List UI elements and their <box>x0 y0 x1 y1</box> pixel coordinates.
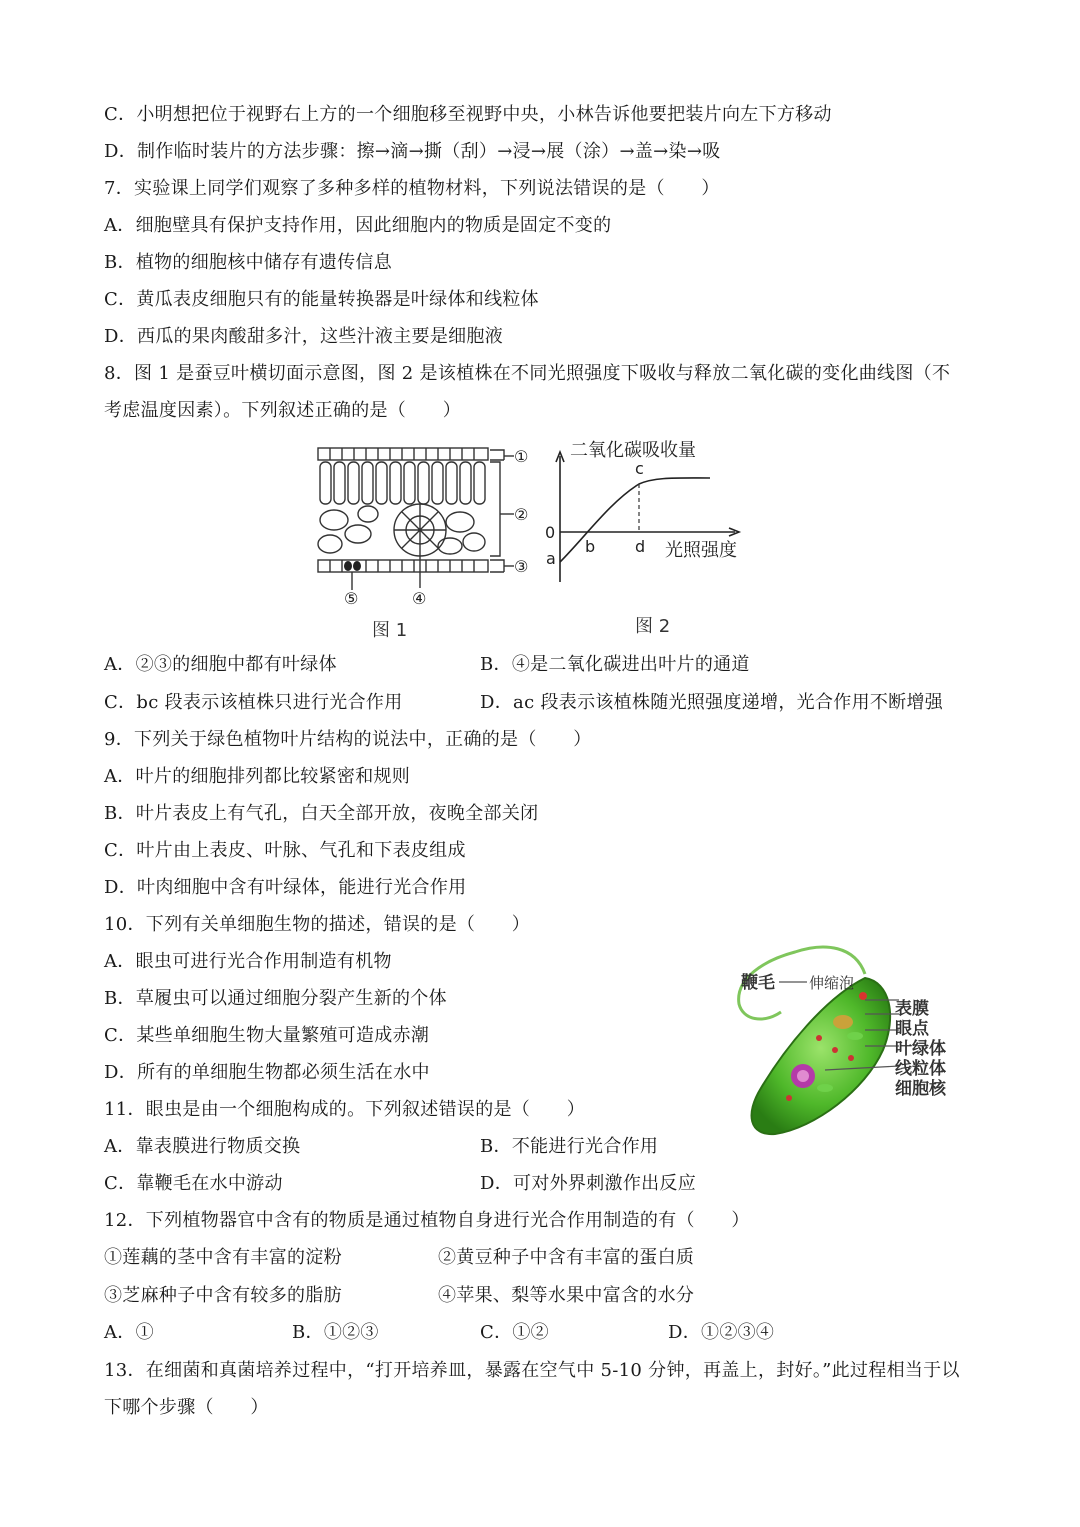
fig1-label-2: ② <box>514 505 529 524</box>
q12-option-a: A．① <box>104 1322 154 1343</box>
q9-stem: 9．下列关于绿色植物叶片结构的说法中，正确的是（ ） <box>104 729 592 750</box>
q12-option-d: D．①②③④ <box>668 1322 775 1343</box>
q9-option-a: A．叶片的细胞排列都比较紧密和规则 <box>104 766 411 787</box>
q7-option-c: C．黄瓜表皮细胞只有的能量转换器是叶绿体和线粒体 <box>104 289 539 310</box>
fig2-xlabel: 光照强度 <box>665 540 737 561</box>
q9-option-b: B．叶片表皮上有气孔，白天全部开放，夜晚全部关闭 <box>104 803 539 824</box>
q12-stem: 12．下列植物器官中含有的物质是通过植物自身进行光合作用制造的有（ ） <box>104 1210 750 1231</box>
euglena-label-chloroplast: 叶绿体 <box>895 1039 946 1059</box>
q10-option-b: B．草履虫可以通过细胞分裂产生新的个体 <box>104 988 447 1009</box>
q7-option-d: D．西瓜的果肉酸甜多汁，这些汁液主要是细胞液 <box>104 326 504 347</box>
q11-option-b: B．不能进行光合作用 <box>480 1136 659 1157</box>
q11-option-c: C．靠鞭毛在水中游动 <box>104 1173 283 1194</box>
q6-option-c: C．小明想把位于视野右上方的一个细胞移至视野中央，小林告诉他要把装片向左下方移动 <box>104 104 832 125</box>
euglena-label-nucleus: 细胞核 <box>895 1079 946 1099</box>
q9-option-d: D．叶肉细胞中含有叶绿体，能进行光合作用 <box>104 877 467 898</box>
fig2-origin: 0 <box>545 523 556 542</box>
q12-option-b: B．①②③ <box>292 1322 379 1343</box>
q12-option-c: C．①② <box>480 1322 549 1343</box>
q7-option-a: A．细胞壁具有保护支持作用，因此细胞内的物质是固定不变的 <box>104 215 612 236</box>
fig2-point-d: d <box>635 537 646 556</box>
q8-option-b: B．④是二氧化碳进出叶片的通道 <box>480 654 750 675</box>
fig1-label-3: ③ <box>514 557 529 576</box>
q8-option-c: C．bc 段表示该植株只进行光合作用 <box>104 692 403 713</box>
euglena-label-flagellum: 鞭毛 <box>741 973 775 993</box>
fig2-ylabel: 二氧化碳吸收量 <box>570 440 696 461</box>
q8-option-a: A．②③的细胞中都有叶绿体 <box>104 654 337 675</box>
q11-option-a: A．靠表膜进行物质交换 <box>104 1136 301 1157</box>
q10-option-d: D．所有的单细胞生物都必须生活在水中 <box>104 1062 430 1083</box>
fig2-point-c: c <box>635 459 644 478</box>
q10-stem: 10．下列有关单细胞生物的描述，错误的是（ ） <box>104 914 531 935</box>
q13-stem-line1: 13．在细菌和真菌培养过程中，“打开培养皿，暴露在空气中 5-10 分钟，再盖上，封好。”此过程相当于以 <box>104 1360 960 1381</box>
euglena-label-mitochondria: 线粒体 <box>895 1059 946 1079</box>
q12-item-3: ③芝麻种子中含有较多的脂肪 <box>104 1285 342 1306</box>
euglena-label-pellicle: 表膜 <box>895 999 929 1019</box>
q13-stem-line2: 下哪个步骤（ ） <box>104 1397 269 1418</box>
fig1-label-4: ④ <box>412 589 427 608</box>
q12-item-1: ①莲藕的茎中含有丰富的淀粉 <box>104 1247 342 1268</box>
q7-stem: 7．实验课上同学们观察了多种多样的植物材料，下列说法错误的是（ ） <box>104 178 720 199</box>
euglena-label-contractile-vacuole: 伸缩泡 <box>809 974 855 992</box>
q7-option-b: B．植物的细胞核中储存有遗传信息 <box>104 252 393 273</box>
fig2-caption: 图 2 <box>635 616 671 637</box>
fig2-point-a: a <box>546 549 556 568</box>
q6-option-d: D．制作临时装片的方法步骤：擦→滴→撕（刮）→浸→展（涂）→盖→染→吸 <box>104 141 721 162</box>
euglena-figure <box>715 938 975 1138</box>
q12-item-4: ④苹果、梨等水果中富含的水分 <box>438 1285 695 1306</box>
q8-stem-line2: 考虑温度因素）。下列叙述正确的是（ ） <box>104 400 461 421</box>
q8-stem-line1: 8．图 1 是蚕豆叶横切面示意图，图 2 是该植株在不同光照强度下吸收与释放二氧化碳的变化曲线图（不 <box>104 363 951 384</box>
q10-option-c: C．某些单细胞生物大量繁殖可造成赤潮 <box>104 1025 430 1046</box>
fig1-label-1: ① <box>514 447 529 466</box>
fig2-point-b: b <box>585 537 596 556</box>
q8-option-d: D．ac 段表示该植株随光照强度递增，光合作用不断增强 <box>480 692 944 713</box>
q9-option-c: C．叶片由上表皮、叶脉、气孔和下表皮组成 <box>104 840 466 861</box>
q11-stem: 11．眼虫是由一个细胞构成的。下列叙述错误的是（ ） <box>104 1099 586 1120</box>
fig1-label-5: ⑤ <box>344 589 359 608</box>
euglena-label-eyespot: 眼点 <box>895 1019 929 1039</box>
leaf-cross-section-figure <box>300 438 540 648</box>
q12-item-2: ②黄豆种子中含有丰富的蛋白质 <box>438 1247 695 1268</box>
co2-curve-figure <box>535 432 765 648</box>
fig1-caption: 图 1 <box>372 620 408 641</box>
q10-option-a: A．眼虫可进行光合作用制造有机物 <box>104 951 392 972</box>
q11-option-d: D．可对外界刺激作出反应 <box>480 1173 697 1194</box>
